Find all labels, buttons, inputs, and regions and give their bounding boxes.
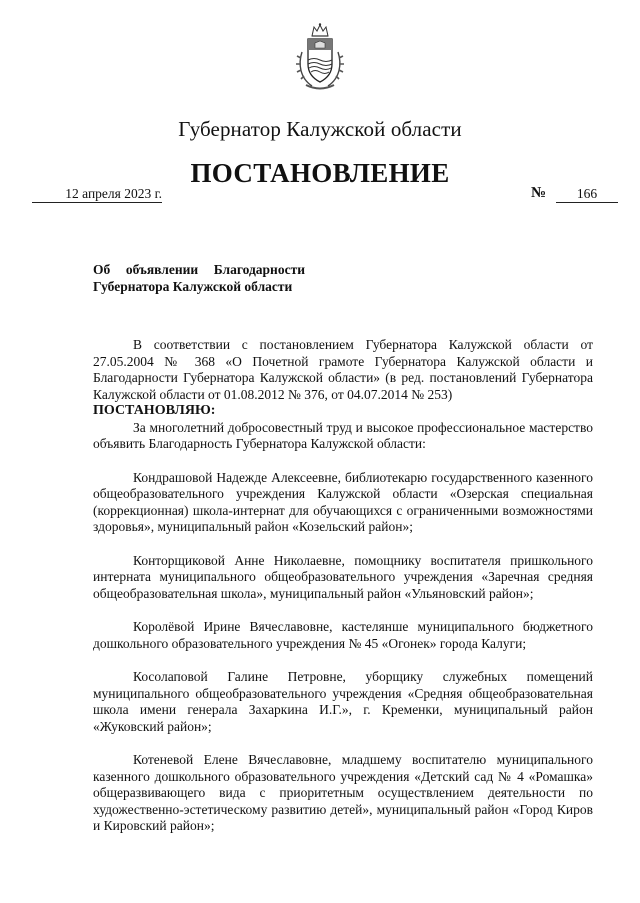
document-number: 166 [556, 186, 618, 203]
recipient-item: Кондрашовой Надежде Алексеевне, библиотекарю государственного казенного общеобразовательного учреждения Калужской области «Озерская специальная (коррекционная) школа-интернат для обучающихся с ограниченными возможностями здоровья», муниципальный район «Козельский район»; [93, 469, 593, 534]
recipient-item: Косолаповой Галине Петровне, уборщику служебных помещений муниципального общеобразовательного учреждения «Средняя общеобразовательная школа имени генерала Захаркина И.Г.», г. Кременки, муниципальный район «Жуковский район»; [93, 669, 593, 734]
recipient-list [93, 470, 593, 835]
intro-paragraph: За многолетний добросовестный труд и высокое профессиональное мастерство объявить Благодарность Губернатора Калужской области: [93, 419, 593, 451]
resolve-heading: ПОСТАНОВЛЯЮ: [93, 403, 216, 418]
recipient-item: Котеневой Елене Вячеславовне, младшему воспитателю муниципального казенного дошкольного образовательного учреждения «Детский сад № 4 «Ромашка» общеразвивающего вида с приоритетным осуществлением деятельности по художественно-эстетическому развитию детей», муниципальный район «Город Киров и Кировский район»; [93, 752, 593, 833]
recipient-item: Королёвой Ирине Вячеславовне, кастелянше муниципального бюджетного дошкольного образовательного учреждения № 45 «Огонек» города Калуги; [93, 619, 593, 651]
kaluga-coat-of-arms-icon [288, 22, 352, 92]
issuing-authority: Губернатор Калужской области [178, 117, 462, 141]
number-label: № [531, 185, 547, 201]
subject-line-2: Губернатора Калужской области [93, 279, 293, 294]
subject-line-1: Об объявлении Благодарности [93, 262, 305, 277]
document-subject [93, 261, 305, 295]
document-date: 12 апреля 2023 г. [32, 186, 162, 203]
document-body [93, 337, 593, 852]
preamble-paragraph: В соответствии с постановлением Губернатора Калужской области от 27.05.2004 № 368 «О Почетной грамоте Губернатора Калужской области и Благодарности Губернатора Калужской области» (в ред. постановлений Губернатора Калужской области от 01.08.2012 № 376, от 04.07.2014 № 253) [93, 337, 593, 402]
document-type: ПОСТАНОВЛЕНИЕ [190, 158, 450, 188]
recipient-item: Конторщиковой Анне Николаевне, помощнику воспитателя пришкольного интерната муниципального общеобразовательного учреждения «Заречная средняя общеобразовательная школа», муниципальный район «Ульяновский район»; [93, 552, 593, 601]
